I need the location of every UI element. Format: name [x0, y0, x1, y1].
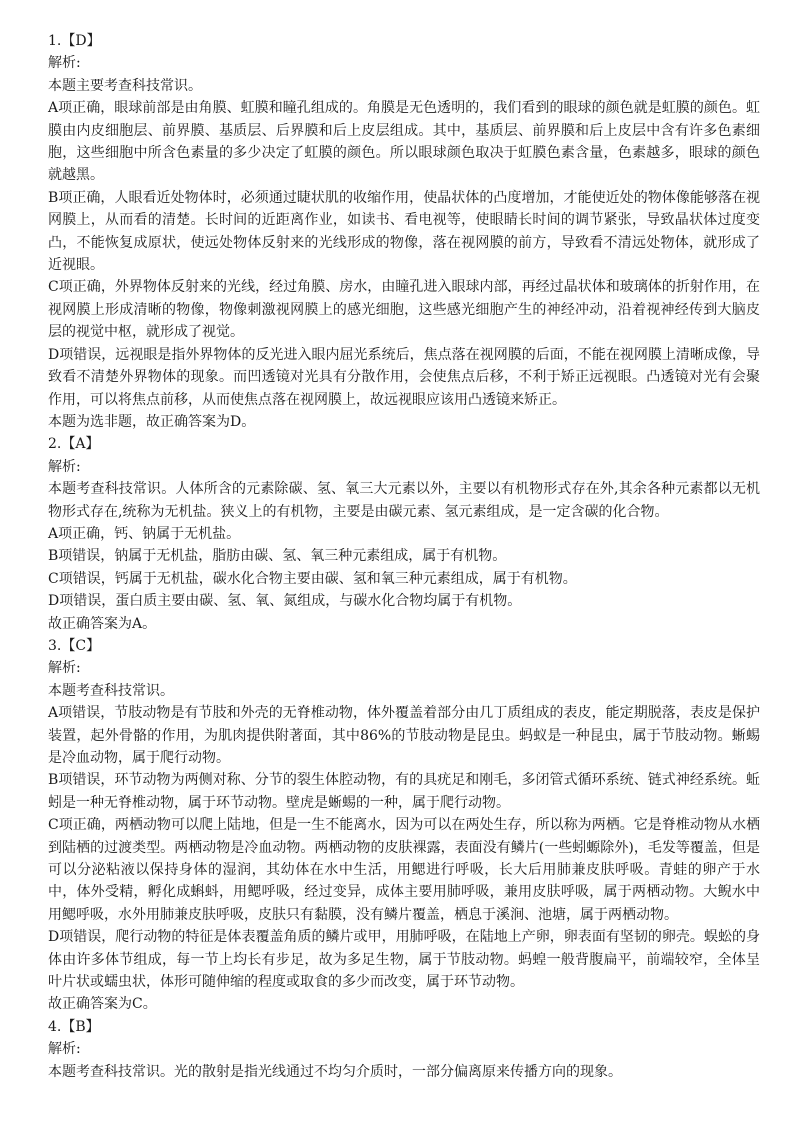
analysis-label: 解析:	[48, 55, 81, 72]
option-d-explanation: D项错误，爬行动物的特征是体表覆盖角质的鳞片或甲，用肺呼吸，在陆地上产卵，卵表面有坚韧的卵壳。蜈蚣的身体由许多体节组成，每一节上均长有步足，故为多足生物，属于节肢动物。蚂蝗一般背腹扁平，前端较窄，全体呈叶片状或蠕虫状，体形可随伸缩的程度或取食的多少而改变，属于环节动物。	[48, 929, 760, 991]
question-2	[48, 433, 760, 635]
option-a-explanation: A项正确，眼球前部是由角膜、虹膜和瞳孔组成的。角膜是无色透明的，我们看到的眼球的颜色就是虹膜的颜色。虹膜由内皮细胞层、前界膜、基质层、后界膜和后上皮层组成。其中，基质层、前界膜和后上皮层中含有许多色素细胞，这些细胞中所含色素量的多少决定了虹膜的颜色。所以眼球颜色取决于虹膜色素含量，色素越多，眼球的颜色就越黑。	[48, 100, 760, 184]
option-c-explanation: C项正确，两栖动物可以爬上陆地，但是一生不能离水，因为可以在两处生存，所以称为两栖。它是脊椎动物从水栖到陆栖的过渡类型。两栖动物是冷血动物。两栖动物的皮肤裸露，表面没有鳞片(一些蚓螈除外)，毛发等覆盖，但是可以分泌粘液以保持身体的湿润，其幼体在水中生活，用鳃进行呼吸，长大后用肺兼皮肤呼吸。青蛙的卵产于水中，体外受精，孵化成蝌蚪，用鳃呼吸，经过变异，成体主要用肺呼吸，兼用皮肤呼吸，属于两栖动物。大鲵水中用鳃呼吸，水外用肺兼皮肤呼吸，皮肤只有黏膜，没有鳞片覆盖，栖息于溪涧、池塘，属于两栖动物。	[48, 817, 760, 923]
analysis-label: 解析:	[48, 1041, 81, 1058]
option-a-explanation: A项正确，钙、钠属于无机盐。	[48, 525, 241, 542]
question-number: 2.	[48, 436, 62, 453]
answer-conclusion: 本题为选非题，故正确答案为D。	[48, 413, 256, 430]
question-header	[48, 635, 760, 657]
answer-letter: 【A】	[61, 436, 100, 453]
analysis-intro: 本题考查科技常识。光的散射是指光线通过不均匀介质时，一部分偏离原来传播方向的现象。	[48, 1063, 622, 1080]
answer-letter: 【D】	[61, 33, 101, 49]
answer-conclusion: 故正确答案为A。	[48, 615, 157, 632]
analysis-intro: 本题主要考查科技常识。	[48, 77, 202, 94]
option-b-explanation: B项错误，钠属于无机盐，脂肪由碳、氢、氧三种元素组成，属于有机物。	[48, 548, 507, 565]
answer-letter: 【C】	[61, 637, 101, 654]
question-header	[48, 30, 760, 52]
option-c-explanation: C项正确，外界物体反射来的光线，经过角膜、房水，由瞳孔进入眼球内部，再经过晶状体和玻璃体的折射作用，在视网膜上形成清晰的物像，物像刺激视网膜上的感光细胞，这些感光细胞产生的神经冲动，沿着视神经传到大脑皮层的视觉中枢，就形成了视觉。	[48, 279, 760, 341]
question-number: 1.	[48, 33, 62, 49]
option-b-explanation: B项错误，环节动物为两侧对称、分节的裂生体腔动物，有的具疣足和刚毛，多闭管式循环系统、链式神经系统。蚯蚓是一种无脊椎动物，属于环节动物。壁虎是蜥蜴的一种，属于爬行动物。	[48, 772, 760, 811]
answer-conclusion: 故正确答案为C。	[48, 996, 157, 1013]
analysis-intro: 本题考查科技常识。人体所含的元素除碳、氢、氧三大元素以外，主要以有机物形式存在外,其余各种元素都以无机物形式存在,统称为无机盐。狭义上的有机物，主要是由碳元素、氢元素组成，是一定含碳的化合物。	[48, 481, 760, 520]
option-c-explanation: C项错误，钙属于无机盐，碳水化合物主要由碳、氢和氧三种元素组成，属于有机物。	[48, 570, 577, 587]
question-number: 4.	[48, 1018, 62, 1035]
question-header	[48, 433, 760, 455]
question-header	[48, 1016, 760, 1038]
analysis-intro: 本题考查科技常识。	[48, 682, 174, 699]
question-4	[48, 1016, 760, 1083]
answer-explanations-page	[48, 30, 760, 1083]
option-a-explanation: A项错误，节肢动物是有节肢和外壳的无脊椎动物，体外覆盖着部分由几丁质组成的表皮，能定期脱落，表皮是保护装置，起外骨骼的作用，为肌肉提供附著面，其中86%的节肢动物是昆虫。蚂蚁是一种昆虫，属于节肢动物。蜥蜴是冷血动物，属于爬行动物。	[48, 705, 760, 766]
analysis-label: 解析:	[48, 458, 81, 475]
option-d-explanation: D项错误，远视眼是指外界物体的反光进入眼内屈光系统后，焦点落在视网膜的后面，不能在视网膜上清晰成像，导致看不清楚外界物体的现象。而凹透镜对光具有分散作用，会使焦点后移，不利于矫正远视眼。凸透镜对光有会聚作用，可以将焦点前移，从而使焦点落在视网膜上，故远视眼应该用凸透镜来矫正。	[48, 346, 760, 408]
answer-letter: 【B】	[61, 1018, 100, 1035]
question-1	[48, 30, 760, 433]
question-number: 3.	[48, 637, 62, 654]
option-b-explanation: B项正确，人眼看近处物体时，必须通过睫状肌的收缩作用，使晶状体的凸度增加，才能使近处的物体像能够落在视网膜上，从而看的清楚。长时间的近距离作业，如读书、看电视等，使眼睛长时间的调节紧张，导致晶状体过度变凸，不能恢复成原状，使远处物体反射来的光线形成的物像，落在视网膜的前方，导致看不清远处物体，就形成了近视眼。	[48, 189, 760, 274]
option-d-explanation: D项错误，蛋白质主要由碳、氢、氧、氮组成，与碳水化合物均属于有机物。	[48, 593, 522, 610]
analysis-label: 解析:	[48, 660, 81, 677]
question-3	[48, 635, 760, 1016]
